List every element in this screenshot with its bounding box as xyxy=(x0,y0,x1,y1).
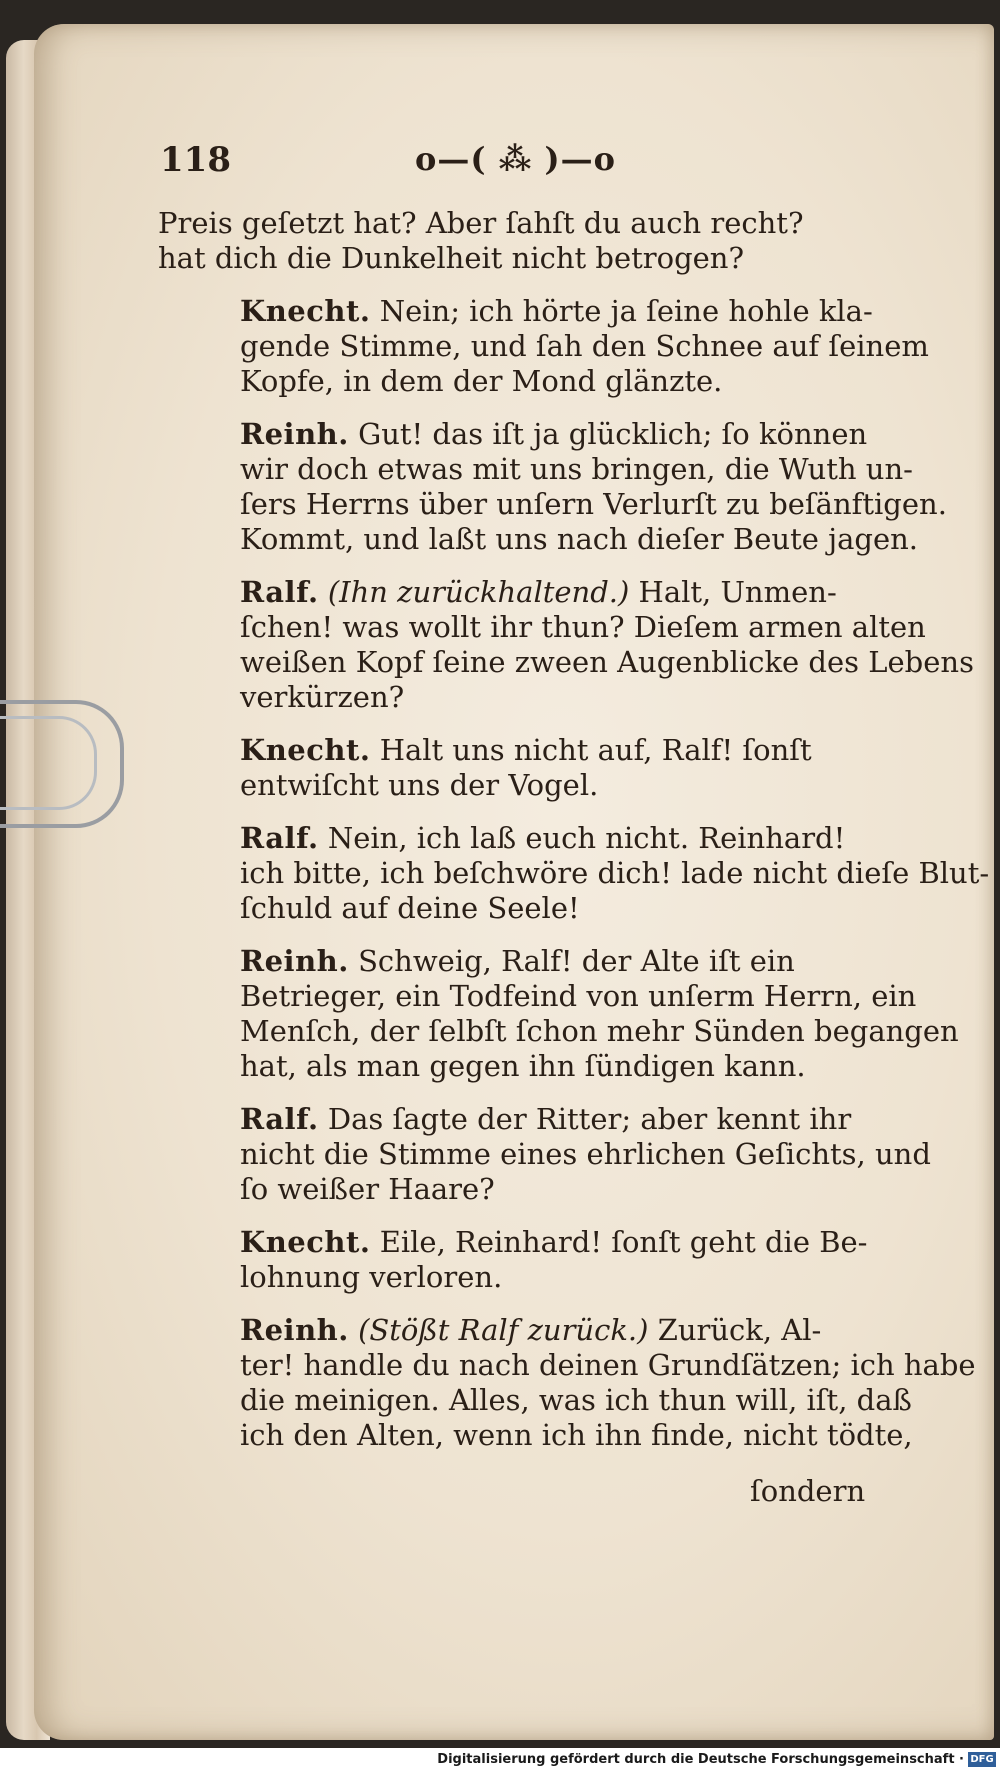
line-text: gende Stimme, und ſah den Schnee auf ſeinem xyxy=(240,329,929,363)
body-text xyxy=(158,206,990,1471)
line-text: entwiſcht uns der Vogel. xyxy=(240,768,599,802)
text-line xyxy=(158,979,917,1014)
text-line xyxy=(158,1172,893,1207)
line-text: Nein, ich laß euch nicht. Reinhard! xyxy=(327,821,846,855)
speaker-name: Ralf. xyxy=(240,575,319,609)
speaker-name: Knecht. xyxy=(240,294,371,328)
speaker-name: Ralf. xyxy=(240,1102,319,1136)
line-text: ich den Alten, wenn ich ihn finde, nicht tödte, xyxy=(240,1418,913,1452)
text-line xyxy=(158,1313,893,1348)
text-line xyxy=(158,452,913,487)
line-text: Zurück, Al- xyxy=(657,1313,822,1347)
line-text: ſo weißer Haare? xyxy=(240,1172,495,1206)
text-line xyxy=(158,1225,893,1260)
text-line xyxy=(158,1137,931,1172)
stage-direction: (Stößt Ralf zurück.) xyxy=(358,1313,649,1347)
text-line xyxy=(158,1383,912,1418)
line-text: hat, als man gegen ihn ſündigen kann. xyxy=(240,1049,806,1083)
line-text: ſchen! was wollt ihr thun? Dieſem armen alten xyxy=(240,610,926,644)
speaker-name: Reinh. xyxy=(240,944,349,978)
text-line xyxy=(158,680,893,715)
text-line xyxy=(158,768,893,803)
text-line xyxy=(158,821,893,856)
line-text: lohnung verloren. xyxy=(240,1260,503,1294)
header-ornament: o—( ⁂ )—o xyxy=(415,140,616,178)
text-line xyxy=(158,645,974,680)
line-text: wir doch etwas mit uns bringen, die Wuth un- xyxy=(240,452,913,486)
catchword: ſondern xyxy=(750,1474,866,1508)
text-line xyxy=(158,1260,893,1295)
paragraph xyxy=(158,417,947,557)
line-text: Menſch, der ſelbſt ſchon mehr Sünden begangen xyxy=(240,1014,959,1048)
stage-direction: (Ihn zurückhaltend.) xyxy=(327,575,630,609)
text-line xyxy=(158,575,893,610)
text-line xyxy=(158,417,893,452)
line-text: ſchuld auf deine Seele! xyxy=(240,891,580,925)
text-line xyxy=(158,1102,893,1137)
speaker-name: Knecht. xyxy=(240,1225,371,1259)
line-text: Eile, Reinhard! ſonſt geht die Be- xyxy=(379,1225,868,1259)
text-line xyxy=(158,1348,976,1383)
dfg-logo: DFG xyxy=(968,1752,996,1767)
line-text: Halt uns nicht auf, Ralf! ſonſt xyxy=(379,733,812,767)
digitization-credit: Digitalisierung gefördert durch die Deutsche Forschungsgemeinschaft · xyxy=(437,1752,964,1767)
running-head xyxy=(160,140,880,190)
speaker-name: Ralf. xyxy=(240,821,319,855)
paragraph xyxy=(158,1313,976,1453)
line-text: ich bitte, ich beſchwöre dich! lade nicht dieſe Blut- xyxy=(240,856,990,890)
line-text: hat dich die Dunkelheit nicht betrogen? xyxy=(158,241,745,275)
text-line xyxy=(158,329,929,364)
line-text: nicht die Stimme eines ehrlichen Geſichts, und xyxy=(240,1137,931,1171)
text-line xyxy=(158,1049,893,1084)
text-line xyxy=(158,733,893,768)
speaker-name: Reinh. xyxy=(240,1313,349,1347)
speaker-name: Reinh. xyxy=(240,417,349,451)
line-text: Gut! das iſt ja glücklich; ſo können xyxy=(358,417,868,451)
line-text: Nein; ich hörte ja ſeine hohle kla- xyxy=(379,294,873,328)
text-line xyxy=(158,610,926,645)
text-line xyxy=(158,522,919,557)
line-text: weißen Kopf ſeine zween Augenblicke des Lebens xyxy=(240,645,974,679)
text-line xyxy=(158,944,893,979)
paragraph xyxy=(158,733,893,803)
line-text: verkürzen? xyxy=(240,680,405,714)
text-line xyxy=(158,294,893,329)
speaker-name: Knecht. xyxy=(240,733,371,767)
text-line xyxy=(158,1418,913,1453)
text-line xyxy=(158,1014,959,1049)
line-text: Halt, Unmen- xyxy=(638,575,837,609)
paragraph xyxy=(158,1225,893,1295)
line-text: Betrieger, ein Todfeind von unſerm Herrn, ein xyxy=(240,979,917,1013)
line-text: die meinigen. Alles, was ich thun will, iſt, daß xyxy=(240,1383,912,1417)
paragraph xyxy=(158,1102,931,1207)
text-line xyxy=(158,891,893,926)
text-line xyxy=(158,206,893,241)
line-text: ſers Herrns über unſern Verlurſt zu beſänftigen. xyxy=(240,487,947,521)
text-line xyxy=(158,364,893,399)
line-text: ter! handle du nach deinen Grundſätzen; ich habe xyxy=(240,1348,976,1382)
paragraph xyxy=(158,821,990,926)
paragraph xyxy=(158,944,959,1084)
line-text: Schweig, Ralf! der Alte iſt ein xyxy=(358,944,795,978)
paragraph xyxy=(158,575,974,715)
text-line xyxy=(158,487,947,522)
paragraph xyxy=(158,294,929,399)
page-number: 118 xyxy=(160,140,231,180)
line-text: Kopfe, in dem der Mond glänzte. xyxy=(240,364,723,398)
line-text: Kommt, und laßt uns nach dieſer Beute jagen. xyxy=(240,522,919,556)
line-text: Das ſagte der Ritter; aber kennt ihr xyxy=(327,1102,852,1136)
text-line xyxy=(158,856,990,891)
paperclip-inner-loop xyxy=(0,716,97,810)
paragraph xyxy=(158,206,893,276)
line-text: Preis geſetzt hat? Aber ſahſt du auch recht? xyxy=(158,206,804,240)
text-line xyxy=(158,241,893,276)
